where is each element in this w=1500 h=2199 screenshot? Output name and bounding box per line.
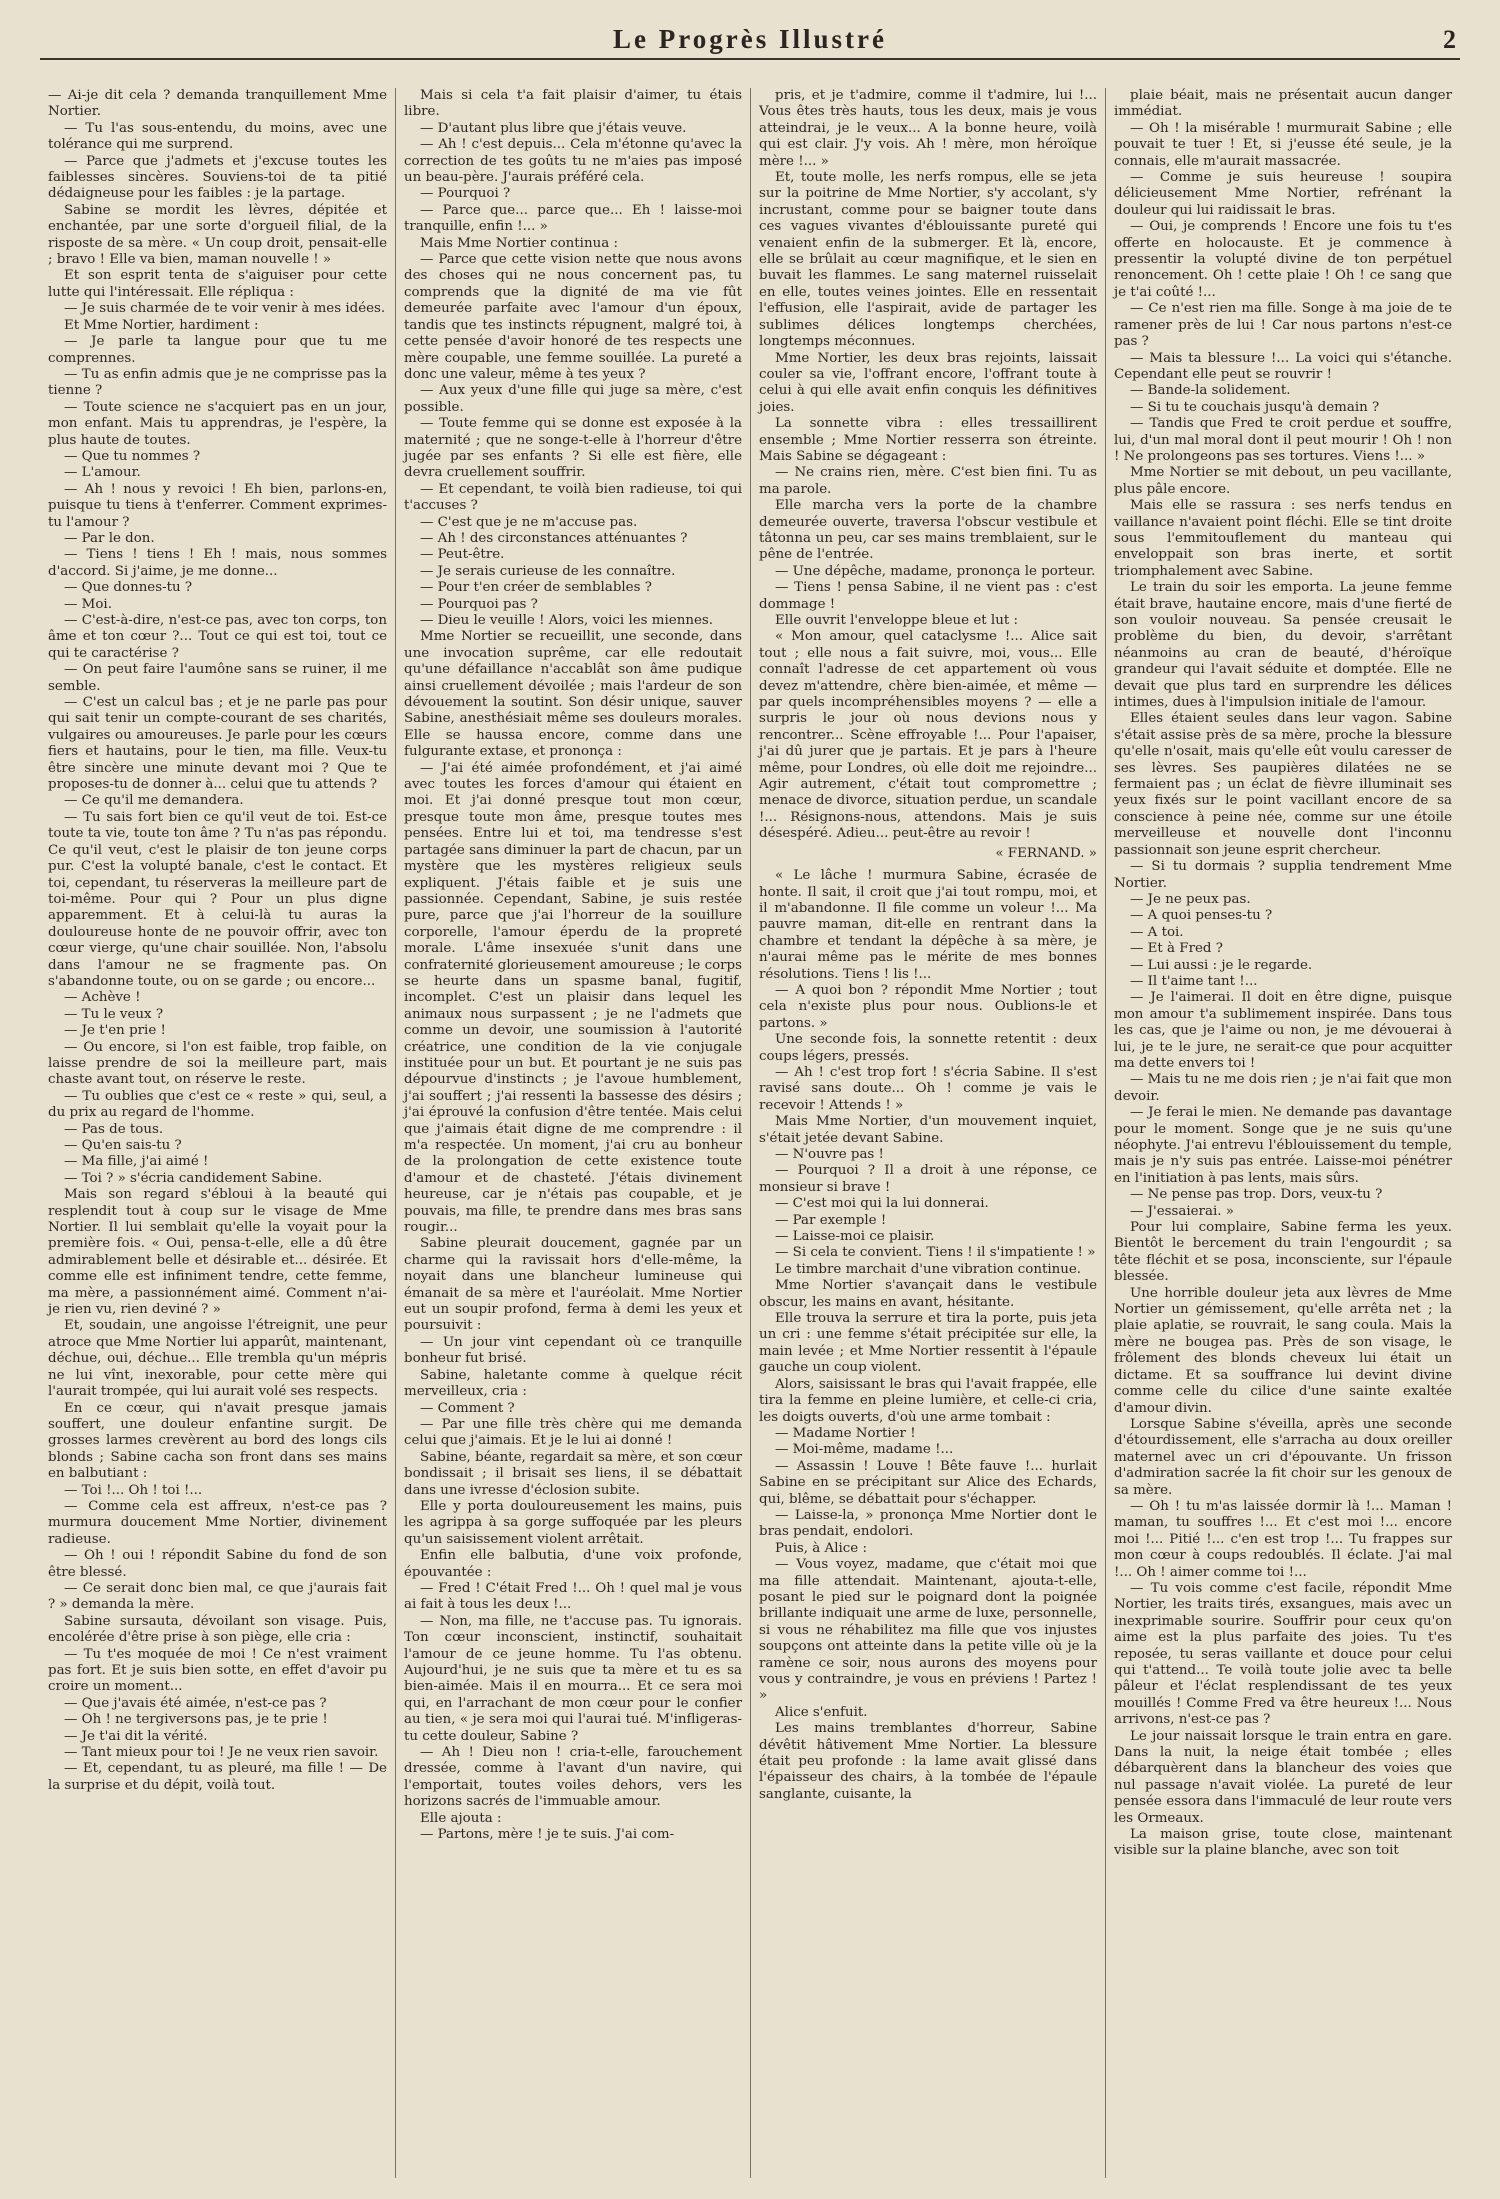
paragraph: — Oh ! oui ! répondit Sabine du fond de son être blessé. (48, 1548, 387, 1580)
paragraph: — J'essaierai. » (1130, 1203, 1234, 1219)
paragraph: — Je parle ta langue pour que tu me comprennes. (48, 334, 387, 366)
paragraph: — Toute femme qui se donne est exposée à la maternité ; que ne songe-t-elle à l'horreur d'être jugée par ses enfants ? Si elle est fière, elle devra cruellement souffrir. (404, 416, 742, 481)
paragraph: Enfin elle balbutia, d'une voix profonde, épouvantée : (404, 1548, 742, 1580)
page-header (40, 22, 1460, 60)
paragraph: Mme Nortier, les deux bras rejoints, laissait couler sa vie, l'offrant encore, l'offrant toute à celui à qui elle avait enfin conquis les définitives joies. (759, 350, 1097, 415)
paragraph: Mais si cela t'a fait plaisir d'aimer, tu étais libre. (404, 88, 742, 120)
paragraph: Sabine, haletante comme à quelque récit merveilleux, cria : (404, 1367, 742, 1400)
paragraph: — C'est un calcul bas ; et je ne parle pas pour qui sait tenir un compte-courant de ses charités, vulgaires ou amoureuses. Je parle pour les cœurs fiers et hautains, pour le tien, ma fille. Veux-tu être sincère une minute devant moi ? Que te proposes-tu de donner à... celui que tu attends ? (48, 695, 387, 793)
paragraph: — Peut-être. (420, 547, 505, 563)
paragraph: — Il t'aime tant !... (1130, 973, 1258, 989)
paragraph: — Ah ! nous y revoici ! Eh bien, parlons-en, puisque tu tiens à t'enferrer. Comment exprimes-tu l'amour ? (48, 481, 387, 530)
paragraph: — Ou encore, si l'on est faible, trop faible, on laisse prendre de soi la meilleure part, mais chaste avant tout, on réserve le reste. (48, 1039, 387, 1088)
paragraph: — Tu vois comme c'est facile, répondit Mme Nortier, les traits tirés, exsangues, mais avec un inexprimable sourire. Souffrir pour ceux qu'on aime est la plus parfaite des joies. Tu t'es reposée, tu seras vaillante et douce pour celui qui t'attend... Te voilà toute jolie avec ta belle pâleur et l'éclat resplendissant de tes yeux mouillés ! Comme Fred va être heureux !... Nous arrivons, n'est-ce pas ? (1114, 1580, 1452, 1728)
paragraph: — Tiens ! pensa Sabine, il ne vient pas : c'est dommage ! (759, 580, 1097, 612)
paragraph: — A quoi penses-tu ? (1130, 908, 1273, 924)
paragraph: Le jour naissait lorsque le train entra en gare. Dans la nuit, la neige était tombée ; elles débarquèrent dans la blancheur des voies que nul passage n'avait violée. La pureté de leur pensée essora dans l'immaculé de leur route vers les Ormeaux. (1114, 1728, 1452, 1826)
paragraph: Elle ajouta : (420, 1810, 502, 1826)
text-columns (40, 88, 1460, 2178)
paragraph: Mme Nortier se recueillit, une seconde, dans une invocation suprême, car elle redoutait qu'une défaillance n'accablât son âme pudique ainsi cruellement dévoilée ; mais l'ardeur de son dévouement la soutint. Son désir unique, sauver Sabine, anesthésiait même ses douleurs morales. Elle se haussa encore, comme dans une fulgurante extase, et prononça : (404, 629, 742, 760)
paragraph: — Par exemple ! (775, 1212, 887, 1228)
paragraph: — Lui aussi : je le regarde. (1130, 957, 1313, 973)
paragraph: Mais Mme Nortier continua : (420, 235, 618, 251)
paragraph: Elle trouva la serrure et tira la porte, puis jeta un cri : une femme s'était précipitée sur elle, la main levée ; et Mme Nortier ressentit à l'épaule gauche un coup violent. (759, 1311, 1097, 1376)
paragraph: — Moi-même, madame !... (775, 1442, 954, 1458)
paragraph: — On peut faire l'aumône sans se ruiner, il me semble. (48, 662, 387, 694)
paragraph: — Ah ! c'est trop fort ! s'écria Sabine. Il s'est ravisé sans doute... Oh ! comme je vais le recevoir ! Attends ! » (759, 1064, 1097, 1113)
paragraph: — Ne pense pas trop. Dors, veux-tu ? (1130, 1187, 1383, 1203)
paragraph: Mais Mme Nortier, d'un mouvement inquiet, s'était jetée devant Sabine. (759, 1114, 1097, 1146)
paragraph: — Si tu dormais ? supplia tendrement Mme Nortier. (1114, 859, 1452, 891)
paragraph: Pour lui complaire, Sabine ferma les yeux. Bientôt le bercement du train l'engourdit ; sa tête fléchit et se posa, inconsciente, sur l'épaule blessée. (1114, 1220, 1452, 1285)
paragraph: — Mais ta blessure !... La voici qui s'étanche. Cependant elle peut se rouvrir ! (1114, 350, 1452, 382)
paragraph: Et son esprit tenta de s'aiguiser pour cette lutte qui l'intéressait. Elle répliqua : (48, 268, 387, 300)
paragraph: Sabine pleurait doucement, gagnée par un charme qui la ravissait hors d'elle-même, la noyait dans une blancheur lumineuse qui émanait de sa mère et l'auréolait. Mme Nortier eut un soupir profond, ferma à demi les yeux et poursuivit : (404, 1236, 742, 1334)
paragraph: Elle marcha vers la porte de la chambre demeurée ouverte, traversa l'obscur vestibule et tâtonna un peu, car ses mains tremblaient, sur le pêne de l'entrée. (759, 498, 1097, 563)
paragraph: — Partons, mère ! je te suis. J'ai com- (420, 1827, 675, 1843)
paragraph: La maison grise, toute close, maintenant visible sur la plaine blanche, avec son toit (1114, 1827, 1452, 1859)
paragraph: — Un jour vint cependant où ce tranquille bonheur fut brisé. (404, 1334, 742, 1367)
paragraph: — Comme je suis heureuse ! soupira délicieusement Mme Nortier, refrénant la douleur qui lui raidissait le bras. (1114, 170, 1452, 218)
paragraph: — Toi !... Oh ! toi !... (64, 1482, 203, 1498)
paragraph: Elles étaient seules dans leur vagon. Sabine s'était assise près de sa mère, proche la blessure qu'elle n'osait, mais qu'elle eût voulu caresser de ses lèvres. Ses paupières dilatées ne se fermaient pas ; un éclat de fièvre illuminait ses yeux fixés sur le point vacillant encore de sa conscience à peine née, comme sur une étoile merveilleuse et nouvelle dont l'inconnu passionnait son jeune esprit chercheur. (1114, 711, 1452, 858)
paragraph: — D'autant plus libre que j'étais veuve. (420, 120, 687, 136)
paragraph: — Toi ? » s'écria candidement Sabine. (64, 1170, 323, 1186)
paragraph: — Ne crains rien, mère. C'est bien fini. Tu as ma parole. (759, 465, 1097, 497)
paragraph: — Et cependant, te voilà bien radieuse, toi qui t'accuses ? (404, 481, 742, 514)
paragraph: Mme Nortier se mit debout, un peu vacillante, plus pâle encore. (1114, 465, 1452, 497)
column-2 (395, 88, 750, 2178)
paragraph: — Par une fille très chère qui me demanda celui que j'aimais. Et je le lui ai donné ! (404, 1416, 742, 1449)
paragraph: — Tu l'as sous-entendu, du moins, avec une tolérance qui me surprend. (48, 120, 387, 153)
paragraph: — Tu sais fort bien ce qu'il veut de toi. Est-ce toute ta vie, toute ton âme ? Tu n'as pas répondu. Ce qu'il veut, c'est le plaisir de ton jeune corps pur. C'est la volupté banale, c'est le contact. Et toi, cependant, tu réserveras la meilleure part de toi-même. Pour qui ? Pour un plus digne apparemment. Et à celui-là tu auras la douloureuse honte de ne pouvoir offrir, avec ton cœur vierge, qu'une chair souillée. Non, l'absolu dans l'amour ne se fragmente pas. On s'abandonne toute, ou on se garde ; ou encore... (48, 809, 387, 989)
paragraph: — Non, ma fille, ne t'accuse pas. Tu ignorais. Ton cœur inconscient, instinctif, souhaitait l'amour de ce jeune homme. Tu l'as obtenu. Aujourd'hui, je ne suis que ta mère et tu es sa bien-aimée. Mais il en mourra... Et ce sera moi qui, en l'arrachant de mon cœur pour le confier au tien, « je sera moi qui l'aurai tué. M'infligeras-tu cette douleur, Sabine ? (404, 1613, 742, 1744)
paragraph: — Ah ! des circonstances atténuantes ? (420, 530, 688, 546)
paragraph: — Ah ! c'est depuis... Cela m'étonne qu'avec la correction de tes goûts tu ne m'aies pas imposé un beau-père. J'aurais préféré cela. (404, 137, 742, 186)
paragraph: — Pourquoi ? Il a droit à une réponse, ce monsieur si brave ! (759, 1163, 1097, 1195)
paragraph: Elle y porta douloureusement les mains, puis les agrippa à sa gorge suffoquée par les pleurs qu'un saisissement violent arrêtait. (404, 1498, 742, 1547)
paragraph: — Pas de tous. (64, 1121, 164, 1137)
paragraph: — Moi. (64, 596, 112, 612)
paragraph: — Si tu te couchais jusqu'à demain ? (1130, 399, 1380, 415)
paragraph: « Le lâche ! murmura Sabine, écrasée de honte. Il sait, il croit que j'ai tout rompu, moi, et il m'abandonne. Il file comme un voleur !... Ma pauvre maman, dit-elle en rentrant dans la chambre et tendant la dépêche à sa mère, je n'aurai même pas le mérite de mes bonnes résolutions. Tiens ! lis !... (759, 868, 1097, 982)
column-4 (1105, 88, 1460, 2178)
paragraph: Les mains tremblantes d'horreur, Sabine dévêtit hâtivement Mme Nortier. La blessure était peu profonde : la lame avait glissé dans l'épaisseur des chairs, à la tombée de l'épaule sanglante, cuisante, la (759, 1721, 1097, 1802)
paragraph: — Je ne peux pas. (1130, 891, 1251, 907)
paragraph: — Ce serait donc bien mal, ce que j'aurais fait ? » demanda la mère. (48, 1580, 387, 1613)
paragraph: Puis, à Alice : (775, 1540, 867, 1556)
paragraph: — Je serais curieuse de les connaître. (420, 563, 676, 579)
column-1 (40, 88, 395, 2178)
paragraph: — Toute science ne s'acquiert pas en un jour, mon enfant. Mais tu apprendras, je l'espère, la plus haute de toutes. (48, 399, 387, 448)
paragraph: Alors, saisissant le bras qui l'avait frappée, elle tira la femme en pleine lumière, et celle-ci cria, les doigts ouverts, d'où une arme tombait : (759, 1376, 1097, 1425)
page-number: 2 (1443, 25, 1456, 54)
paragraph: — A quoi bon ? répondit Mme Nortier ; tout cela n'existe plus pour nous. Oublions-le et partons. » (759, 982, 1097, 1031)
paragraph: Mais elle se rassura : ses nerfs tendus en vaillance n'avaient point fléchi. Elle se tint droite sous l'emmitouflement du manteau qui enveloppait son bras inerte, et sortit triomphalement avec Sabine. (1114, 498, 1452, 579)
paragraph: — Vous voyez, madame, que c'était moi que ma fille attendait. Maintenant, ajouta-t-elle, posant le pied sur le poignard dont la poignée brillante indiquait une arme de luxe, personnelle, si vous ne réhabilitez ma fille que vos injustes soupçons ont atteinte dans la petite ville où je la ramène ce soir, nous aurons des moyens pour vous y contraindre, je vous en préviens ! Partez ! » (759, 1557, 1097, 1704)
paragraph: Sabine sursauta, dévoilant son visage. Puis, encolérée d'être prise à son piège, elle cria : (48, 1613, 387, 1646)
paragraph: « Mon amour, quel cataclysme !... Alice sait tout ; elle nous a fait suivre, moi, vous... Elle connaît l'adresse de cet appartement où vous devez m'attendre, chère bien-aimée, et même — par quels incompréhensibles moyens ? — elle a surpris le jour où nous devions nous y rencontrer... Scène effroyable !... Pour l'apaiser, j'ai dû jurer que je partais. Et je pars à l'heure même, pour Londres, où elle doit me rejoindre... Agir autrement, c'était tout compromettre ; menace de divorce, situation perdue, un scandale !... Résignons-nous, attendons. Mais je suis désespéré. Adieu... peut-être au revoir ! (759, 629, 1098, 842)
paragraph: — C'est-à-dire, n'est-ce pas, avec ton corps, ton âme et ton cœur ?... Tout ce qui est toi, tout ce qui te caractérise ? (48, 613, 387, 661)
paragraph: — C'est que je ne m'accuse pas. (420, 514, 638, 530)
paragraph: Et, soudain, une angoisse l'étreignit, une peur atroce que Mme Nortier lui apparût, maintenant, déchue, oui, déchue... Elle trembla qu'un mépris ne lui vînt, inexorable, pour cette mère qui l'aurait trompée, qui lui aurait volé ses respects. (48, 1318, 387, 1400)
paragraph: — Que j'avais été aimée, n'est-ce pas ? (64, 1695, 327, 1711)
paragraph: — Qu'en sais-tu ? (64, 1138, 182, 1153)
paragraph: « FERNAND. » (995, 845, 1097, 861)
paragraph: — Parce que cette vision nette que nous avons des choses qui ne nous concernent pas, tu comprends que la dignité de ma vie fût demeurée parfaite avec l'amour d'un époux, tandis que tes instincts répugnent, malgré toi, à cette pensée d'avoir honoré de tes respects une mère coupable, une femme souillée. La pureté a donc une valeur, même à tes yeux ? (404, 252, 742, 382)
paragraph: Et, toute molle, les nerfs rompus, elle se jeta sur la poitrine de Mme Nortier, s'y accolant, s'y incrustant, comme pour se baigner toute dans ces vagues vivantes d'éblouissante pureté qui venaient enfin de la submerger. Et là, encore, elle se brûlait au cœur magnifique, et le sien en buvait les flammes. Le sang maternel ruisselait en elle, toutes veines jointes. Elle en ressentait l'effusion, elle l'aspirait, avide de partager les sublimes délices longtemps cherchées, longtemps méconnues. (759, 170, 1097, 350)
paragraph: — L'amour. (64, 465, 141, 481)
paragraph: — Ah ! Dieu non ! cria-t-elle, farouchement dressée, comme à l'avant d'un navire, qui l'emportait, toutes voiles dehors, vers les horizons sacrés de l'immuable amour. (404, 1745, 742, 1810)
paragraph: — Tu oublies que c'est ce « reste » qui, seul, a du prix au regard de l'homme. (48, 1088, 387, 1121)
paragraph: — Je ferai le mien. Ne demande pas davantage pour le moment. Songe que je ne suis qu'une néophyte. J'ai entrevu l'éblouissement du temple, mais je n'y suis pas entrée. Laisse-moi pénétrer en l'initiation à pas lents, mais sûrs. (1114, 1105, 1452, 1186)
paragraph: — Ma fille, j'ai aimé ! (64, 1154, 209, 1170)
paragraph: — Tu as enfin admis que je ne comprisse pas la tienne ? (48, 366, 387, 399)
paragraph: — Tandis que Fred te croit perdue et souffre, lui, d'un mal moral dont il peut mourir ! Oh ! non ! Ne prolongeons pas ses tortures. Viens !... » (1114, 416, 1452, 464)
paragraph: — Si cela te convient. Tiens ! il s'impatiente ! » (775, 1245, 1096, 1261)
newspaper-title: Le Progrès Illustré (613, 24, 887, 54)
paragraph: — Oh ! la misérable ! murmurait Sabine ; elle pouvait te tuer ! Et, si j'eusse été seule, je la connais, elle m'aurait massacrée. (1114, 120, 1452, 169)
paragraph: — Ce qu'il me demandera. (64, 793, 244, 809)
paragraph: — Dieu le veuille ! Alors, voici les miennes. (420, 613, 714, 628)
paragraph: Lorsque Sabine s'éveilla, après une seconde d'étourdissement, elle s'arracha au doux oreiller maternel avec un cri d'épouvante. Un frisson d'admiration sacrée la fit choir sur les genoux de sa mère. (1114, 1416, 1452, 1498)
paragraph: Le timbre marchait d'une vibration continue. (775, 1261, 1082, 1277)
paragraph: — Et à Fred ? (1130, 941, 1223, 957)
paragraph: — Achève ! (64, 990, 141, 1006)
paragraph: — Une dépêche, madame, prononça le porteur. (775, 563, 1096, 579)
paragraph: La sonnette vibra : elles tressaillirent ensemble ; Mme Nortier resserra son étreinte. Mais Sabine se dégageant : (759, 416, 1097, 464)
paragraph: — Et, cependant, tu as pleuré, ma fille ! — De la surprise et du dépit, voilà tout. (48, 1761, 387, 1793)
paragraph: Une horrible douleur jeta aux lèvres de Mme Nortier un gémissement, qu'elle arrêta net ; la plaie aplatie, se rouvrait, le sang coula. Mais la mère ne bougea pas. Près de son visage, le frôlement des blonds cheveux lui était un dictame. Et sa souffrance lui devint divine comme celle du cilice d'une sainte exaltée d'amour divin. (1114, 1285, 1452, 1416)
column-3 (750, 88, 1105, 2178)
paragraph: — Pourquoi ? (420, 186, 511, 202)
paragraph: — Parce que j'admets et j'excuse toutes les faiblesses sincères. Souviens-toi de ta pitié dédaigneuse pour les faibles : je la partage. (48, 153, 387, 202)
paragraph: Elle ouvrit l'enveloppe bleue et lut : (775, 613, 1018, 628)
paragraph: — Oui, je comprends ! Encore une fois tu t'es offerte en holocauste. Et je commence à pressentir la volupté divine de ton perpétuel renoncement. Oh ! cette plaie ! Oh ! ce sang que je t'ai coûté !... (1114, 219, 1452, 300)
paragraph: — Mais tu ne me dois rien ; je n'ai fait que mon devoir. (1114, 1072, 1452, 1104)
paragraph: — Je t'ai dit la vérité. (64, 1728, 208, 1744)
paragraph: — Bande-la solidement. (1130, 383, 1291, 399)
paragraph: — Je suis charmée de te voir venir à mes idées. (64, 301, 386, 317)
paragraph: — Assassin ! Louve ! Bête fauve !... hurlait Sabine en se précipitant sur Alice des Echards, qui, blême, se débattait pour s'échapper. (759, 1458, 1097, 1507)
paragraph: — Pour t'en créer de semblables ? (420, 580, 652, 596)
paragraph: — Tant mieux pour toi ! Je ne veux rien savoir. (64, 1745, 379, 1761)
paragraph: Le train du soir les emporta. La jeune femme était brave, hautaine encore, mais d'une fierté de son vouloir nouveau. Sa pensée creusait le problème du bien, du devoir, s'arrêtant néanmoins au cran de beauté, d'héroïque grandeur qui l'avait séduite et domptée. Elle ne devait que plus tard en surprendre les délices intimes, dues à l'impulsion initiale de l'amour. (1114, 580, 1452, 711)
paragraph: — Tu t'es moquée de moi ! Ce n'est vraiment pas fort. Et je suis bien sotte, en effet d'avoir pu croire un moment... (48, 1646, 387, 1695)
paragraph: En ce cœur, qui n'avait presque jamais souffert, une douleur enfantine surgit. De grosses larmes crevèrent au bord des longs cils blonds ; Sabine cacha son front dans ses mains en balbutiant : (48, 1400, 387, 1482)
paragraph: — Comme cela est affreux, n'est-ce pas ? murmura doucement Mme Nortier, divinement radieuse. (48, 1498, 387, 1547)
paragraph: Sabine, béante, regardait sa mère, et son cœur bondissait ; il brisait ses liens, il se débattait dans une ivresse d'éclosion subite. (404, 1449, 742, 1498)
paragraph: Mme Nortier s'avançait dans le vestibule obscur, les mains en avant, hésitante. (759, 1278, 1097, 1310)
paragraph: Alice s'enfuit. (775, 1704, 868, 1720)
paragraph: Une seconde fois, la sonnette retentit : deux coups légers, pressés. (759, 1032, 1097, 1064)
paragraph: — A toi. (1130, 924, 1184, 940)
paragraph: — Madame Nortier ! (775, 1425, 916, 1441)
paragraph: Et Mme Nortier, hardiment : (64, 317, 259, 333)
paragraph: — J'ai été aimée profondément, et j'ai aimé avec toutes les forces d'amour qui étaient en moi. Et j'ai donné presque tout mon cœur, presque toute mon âme, presque toutes mes pensées. Entre lui et toi, ma tendresse s'est partagée sans diminuer la part de chacun, par un mystère que les mystères religieux seuls expliquent. J'étais faible et je suis une passionnée. Cependant, Sabine, je suis restée pure, parce que j'ai l'horreur de la souillure corporelle, l'amour éperdu de la propreté morale. L'âme insexuée s'unit dans une confraternité glorieusement amoureuse ; le corps se heurte dans un spasme banal, fugitif, incomplet. C'est un plaisir dans lequel les animaux nous surpassent ; je ne l'admets que comme un devoir, une soumission à l'autorité créatrice, une condition de la vie conjugale instituée pour un but. Et pourtant je ne suis pas dépourvue d'instincts ; je l'avoue humblement, j'ai souffert ; j'ai ressenti la bassesse des désirs ; j'ai éprouvé la confusion d'être tentée. Mais celui que j'aimais était digne de me comprendre : il m'a respectée. Un moment, j'ai cru au bonheur de la prolongation de cette existence toute d'amour et de chasteté. J'étais divinement heureuse, car je n'étais pas coupable, et je pouvais, ma fille, te prendre dans mes bras sans rougir... (404, 760, 742, 1236)
paragraph: — Comment ? (420, 1400, 515, 1416)
paragraph: Sabine se mordit les lèvres, dépitée et enchantée, par une sorte d'orgueil filial, de la risposte de sa mère. « Un coup droit, pensait-elle ; bravo ! Elle va bien, maman nouvelle ! » (48, 202, 387, 268)
paragraph: — Par le don. (64, 530, 155, 546)
paragraph: — Ai-je dit cela ? demanda tranquillement Mme Nortier. (48, 88, 387, 120)
paragraph: — Pourquoi pas ? (420, 596, 538, 612)
paragraph: plaie béait, mais ne présentait aucun danger immédiat. (1114, 88, 1452, 120)
paragraph: — Fred ! C'était Fred !... Oh ! quel mal je vous ai fait à tous les deux !... (404, 1580, 742, 1613)
paragraph: — Je l'aimerai. Il doit en être digne, puisque mon amour t'a sublimement inspirée. Dans tous les cas, que je l'aime ou non, je me dévouerai à lui, je te le jure, ne serait-ce que pour acquitter ma dette envers toi ! (1114, 990, 1452, 1071)
paragraph: — C'est moi qui la lui donnerai. (775, 1196, 989, 1212)
paragraph: — Je t'en prie ! (64, 1023, 166, 1039)
paragraph: — Oh ! ne tergiversons pas, je te prie ! (64, 1712, 328, 1728)
paragraph: — Oh ! tu m'as laissée dormir là !... Maman ! maman, tu souffres !... Et c'est moi !... encore moi !... Pitié !... c'en est trop !... Tu frappes sur mon cœur à coups redoublés. Il éclate. J'ai mal !... Oh ! aimer comme toi !... (1114, 1498, 1452, 1580)
paragraph: — Que tu nommes ? (64, 448, 201, 464)
paragraph: — Tiens ! tiens ! Eh ! mais, nous sommes d'accord. Si j'aime, je me donne... (48, 547, 387, 579)
paragraph: Mais son regard s'ébloui à la beauté qui resplendit tout à coup sur le visage de Mme Nortier. Il lui semblait qu'elle la voyait pour la première fois. « Oui, pensa-t-elle, elle a dû être admirablement belle et désirable et... désirée. Et comme elle est infiniment tendre, cette femme, ma mère, a passionnément aimé. Comment n'ai-je rien vu, rien deviné ? » (48, 1187, 387, 1318)
paragraph: — N'ouvre pas ! (775, 1147, 884, 1162)
paragraph: — Parce que... parce que... Eh ! laisse-moi tranquille, enfin !... » (404, 202, 742, 235)
paragraph: — Laisse-la, » prononça Mme Nortier dont le bras pendait, endolori. (759, 1507, 1097, 1540)
paragraph: — Tu le veux ? (64, 1006, 164, 1022)
paragraph: — Laisse-moi ce plaisir. (775, 1229, 935, 1245)
paragraph: pris, et je t'admire, comme il t'admire, lui !... Vous êtes très hauts, tous les deux, mais je vous atteindrai, je le veux... A la bonne heure, voilà qui est clair. J'y vois. Ah ! mère, mon héroïque mère !... » (759, 88, 1097, 169)
paragraph: — Ce n'est rien ma fille. Songe à ma joie de te ramener près de lui ! Car nous partons n'est-ce pas ? (1114, 301, 1452, 350)
paragraph: — Aux yeux d'une fille qui juge sa mère, c'est possible. (404, 383, 742, 415)
paragraph: — Que donnes-tu ? (64, 580, 193, 596)
